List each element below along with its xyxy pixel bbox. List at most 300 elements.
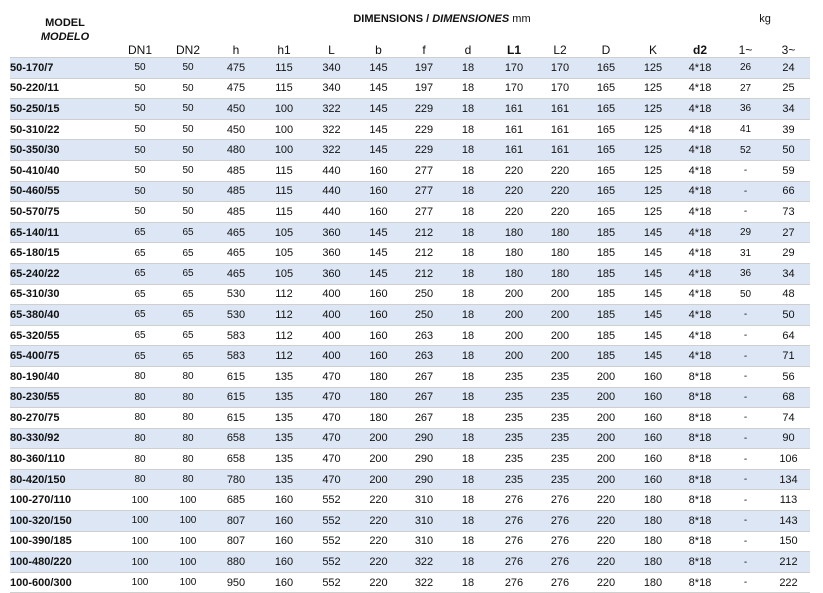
value-cell: 4*18 [676, 305, 724, 326]
value-cell: 161 [538, 99, 582, 120]
column-header-15: 3~ [781, 43, 796, 57]
value-cell: 235 [538, 428, 582, 449]
value-cell: - [724, 387, 767, 408]
value-cell: 400 [308, 284, 355, 305]
value-cell: 145 [355, 119, 402, 140]
model-cell: 100-600/300 [10, 572, 116, 593]
value-cell: 170 [490, 58, 538, 79]
value-cell: 200 [490, 346, 538, 367]
value-cell: 400 [308, 325, 355, 346]
value-cell: 276 [490, 531, 538, 552]
value-cell: 36 [724, 263, 767, 284]
value-cell: 200 [582, 408, 630, 429]
value-cell: 125 [630, 78, 676, 99]
value-cell: 235 [490, 449, 538, 470]
value-cell: 65 [164, 263, 212, 284]
value-cell: 235 [490, 469, 538, 490]
value-cell: 4*18 [676, 78, 724, 99]
value-cell: 100 [164, 572, 212, 593]
value-cell: 276 [538, 572, 582, 593]
value-cell: 18 [446, 552, 490, 573]
value-cell: 50 [116, 119, 164, 140]
value-cell: 465 [212, 263, 260, 284]
value-cell: 145 [355, 140, 402, 161]
value-cell: 807 [212, 531, 260, 552]
value-cell: 64 [767, 325, 810, 346]
value-cell: 220 [355, 490, 402, 511]
value-cell: 125 [630, 160, 676, 181]
value-cell: 685 [212, 490, 260, 511]
column-header-10: L2 [553, 43, 567, 57]
value-cell: 658 [212, 449, 260, 470]
value-cell: 56 [767, 366, 810, 387]
value-cell: 180 [630, 531, 676, 552]
value-cell: 24 [767, 58, 810, 79]
value-cell: 18 [446, 140, 490, 161]
value-cell: 235 [490, 428, 538, 449]
value-cell: 552 [308, 572, 355, 593]
value-cell: 180 [538, 243, 582, 264]
value-cell: 235 [538, 387, 582, 408]
value-cell: 135 [260, 408, 308, 429]
value-cell: 267 [402, 408, 446, 429]
value-cell: 470 [308, 387, 355, 408]
value-cell: 4*18 [676, 346, 724, 367]
value-cell: 8*18 [676, 552, 724, 573]
value-cell: 100 [164, 531, 212, 552]
value-cell: 73 [767, 202, 810, 223]
column-header-7: f [422, 43, 426, 57]
value-cell: 220 [582, 552, 630, 573]
value-cell: 145 [355, 263, 402, 284]
table-row [10, 181, 810, 202]
model-cell: 100-320/150 [10, 511, 116, 532]
value-cell: 340 [308, 78, 355, 99]
value-cell: 276 [490, 511, 538, 532]
value-cell: 220 [490, 202, 538, 223]
value-cell: 18 [446, 284, 490, 305]
value-cell: 165 [582, 99, 630, 120]
value-cell: 165 [582, 181, 630, 202]
value-cell: 160 [355, 305, 402, 326]
value-cell: 615 [212, 408, 260, 429]
model-cell: 65-320/55 [10, 325, 116, 346]
table-row [10, 490, 810, 511]
value-cell: 185 [582, 305, 630, 326]
value-cell: 440 [308, 160, 355, 181]
value-cell: 470 [308, 408, 355, 429]
value-cell: 8*18 [676, 428, 724, 449]
value-cell: 52 [724, 140, 767, 161]
value-cell: 160 [355, 202, 402, 223]
value-cell: 18 [446, 202, 490, 223]
value-cell: 50 [116, 181, 164, 202]
value-cell: 18 [446, 572, 490, 593]
value-cell: 66 [767, 181, 810, 202]
table-row [10, 58, 810, 79]
value-cell: 34 [767, 263, 810, 284]
value-cell: 200 [355, 449, 402, 470]
value-cell: 200 [355, 469, 402, 490]
model-cell: 50-250/15 [10, 99, 116, 120]
column-header-row [10, 37, 810, 58]
value-cell: 18 [446, 305, 490, 326]
value-cell: 135 [260, 387, 308, 408]
value-cell: 125 [630, 181, 676, 202]
value-cell: 185 [582, 243, 630, 264]
value-cell: 105 [260, 222, 308, 243]
value-cell: - [724, 408, 767, 429]
value-cell: 50 [164, 160, 212, 181]
value-cell: 267 [402, 366, 446, 387]
value-cell: 200 [538, 346, 582, 367]
value-cell: 145 [630, 284, 676, 305]
value-cell: 125 [630, 99, 676, 120]
value-cell: 135 [260, 366, 308, 387]
value-cell: 322 [402, 552, 446, 573]
value-cell: 220 [355, 552, 402, 573]
value-cell: 115 [260, 202, 308, 223]
value-cell: 276 [538, 531, 582, 552]
model-cell: 80-330/92 [10, 428, 116, 449]
value-cell: 807 [212, 511, 260, 532]
value-cell: 277 [402, 202, 446, 223]
value-cell: - [724, 160, 767, 181]
value-cell: 18 [446, 346, 490, 367]
value-cell: 26 [724, 58, 767, 79]
value-cell: 48 [767, 284, 810, 305]
value-cell: 165 [582, 160, 630, 181]
value-cell: 160 [630, 469, 676, 490]
value-cell: 18 [446, 58, 490, 79]
value-cell: 113 [767, 490, 810, 511]
value-cell: 18 [446, 78, 490, 99]
model-cell: 50-410/40 [10, 160, 116, 181]
value-cell: 125 [630, 202, 676, 223]
value-cell: 145 [630, 325, 676, 346]
value-cell: 80 [116, 387, 164, 408]
column-header-13: d2 [692, 43, 707, 57]
value-cell: 18 [446, 243, 490, 264]
value-cell: 112 [260, 325, 308, 346]
value-cell: 220 [582, 511, 630, 532]
value-cell: 112 [260, 305, 308, 326]
table-row [10, 346, 810, 367]
value-cell: 180 [355, 387, 402, 408]
value-cell: 25 [767, 78, 810, 99]
value-cell: 65 [164, 222, 212, 243]
column-header-9: L1 [506, 43, 521, 57]
value-cell: 185 [582, 284, 630, 305]
value-cell: 235 [538, 469, 582, 490]
value-cell: 470 [308, 428, 355, 449]
value-cell: 465 [212, 243, 260, 264]
kg-header: kg [759, 13, 771, 25]
value-cell: 360 [308, 243, 355, 264]
value-cell: 112 [260, 284, 308, 305]
value-cell: 145 [630, 222, 676, 243]
column-header-1: DN1 [127, 43, 152, 57]
value-cell: 276 [538, 552, 582, 573]
value-cell: 200 [355, 428, 402, 449]
value-cell: 475 [212, 78, 260, 99]
value-cell: 165 [582, 202, 630, 223]
model-cell: 80-190/40 [10, 366, 116, 387]
value-cell: 4*18 [676, 325, 724, 346]
value-cell: 80 [116, 449, 164, 470]
value-cell: 220 [582, 531, 630, 552]
value-cell: 322 [402, 572, 446, 593]
value-cell: 34 [767, 99, 810, 120]
value-cell: 50 [164, 99, 212, 120]
value-cell: 583 [212, 325, 260, 346]
table-row [10, 243, 810, 264]
value-cell: 8*18 [676, 408, 724, 429]
value-cell: 290 [402, 469, 446, 490]
value-cell: 50 [164, 181, 212, 202]
value-cell: 65 [116, 222, 164, 243]
value-cell: 50 [164, 78, 212, 99]
value-cell: 50 [116, 160, 164, 181]
model-cell: 50-570/75 [10, 202, 116, 223]
value-cell: 125 [630, 119, 676, 140]
value-cell: 465 [212, 222, 260, 243]
value-cell: - [724, 469, 767, 490]
value-cell: 8*18 [676, 531, 724, 552]
value-cell: 322 [308, 99, 355, 120]
value-cell: 4*18 [676, 160, 724, 181]
value-cell: 165 [582, 119, 630, 140]
value-cell: 212 [402, 263, 446, 284]
value-cell: 50 [767, 305, 810, 326]
table-row [10, 552, 810, 573]
value-cell: 105 [260, 243, 308, 264]
value-cell: 18 [446, 263, 490, 284]
value-cell: 450 [212, 99, 260, 120]
value-cell: 80 [164, 387, 212, 408]
value-cell: 8*18 [676, 572, 724, 593]
value-cell: 165 [582, 78, 630, 99]
value-cell: 615 [212, 387, 260, 408]
value-cell: 80 [164, 469, 212, 490]
value-cell: 160 [355, 284, 402, 305]
table-row [10, 387, 810, 408]
value-cell: - [724, 325, 767, 346]
value-cell: 200 [582, 387, 630, 408]
value-cell: 197 [402, 78, 446, 99]
table-row [10, 140, 810, 161]
value-cell: 50 [724, 284, 767, 305]
value-cell: 65 [164, 346, 212, 367]
table-row [10, 572, 810, 593]
value-cell: 180 [355, 366, 402, 387]
value-cell: 59 [767, 160, 810, 181]
value-cell: 65 [116, 346, 164, 367]
table-row [10, 160, 810, 181]
value-cell: 276 [490, 490, 538, 511]
value-cell: 50 [116, 140, 164, 161]
value-cell: 80 [164, 449, 212, 470]
value-cell: 583 [212, 346, 260, 367]
value-cell: - [724, 428, 767, 449]
value-cell: 115 [260, 58, 308, 79]
value-cell: 4*18 [676, 58, 724, 79]
value-cell: 197 [402, 58, 446, 79]
value-cell: 950 [212, 572, 260, 593]
value-cell: 65 [164, 305, 212, 326]
model-cell: 50-170/7 [10, 58, 116, 79]
value-cell: 160 [630, 428, 676, 449]
value-cell: 470 [308, 469, 355, 490]
value-cell: 200 [582, 428, 630, 449]
value-cell: 170 [538, 58, 582, 79]
value-cell: 105 [260, 263, 308, 284]
value-cell: 161 [538, 119, 582, 140]
table-row [10, 99, 810, 120]
value-cell: 18 [446, 469, 490, 490]
value-cell: 276 [490, 572, 538, 593]
column-header-2: DN2 [175, 43, 200, 57]
value-cell: 235 [538, 449, 582, 470]
value-cell: 125 [630, 58, 676, 79]
table-row [10, 408, 810, 429]
value-cell: 145 [355, 243, 402, 264]
value-cell: 290 [402, 428, 446, 449]
value-cell: 4*18 [676, 202, 724, 223]
value-cell: 160 [630, 366, 676, 387]
value-cell: 276 [538, 511, 582, 532]
value-cell: 100 [164, 552, 212, 573]
value-cell: 8*18 [676, 490, 724, 511]
value-cell: 220 [538, 202, 582, 223]
value-cell: 100 [164, 511, 212, 532]
value-cell: 145 [355, 99, 402, 120]
value-cell: 485 [212, 181, 260, 202]
value-cell: 229 [402, 119, 446, 140]
value-cell: 475 [212, 58, 260, 79]
value-cell: 27 [767, 222, 810, 243]
value-cell: 80 [116, 469, 164, 490]
value-cell: - [724, 449, 767, 470]
value-cell: 115 [260, 78, 308, 99]
value-cell: 18 [446, 181, 490, 202]
value-cell: 310 [402, 511, 446, 532]
value-cell: 277 [402, 160, 446, 181]
value-cell: 220 [355, 531, 402, 552]
value-cell: 100 [116, 552, 164, 573]
value-cell: 31 [724, 243, 767, 264]
value-cell: 180 [355, 408, 402, 429]
value-cell: 310 [402, 490, 446, 511]
table-row [10, 449, 810, 470]
value-cell: 160 [260, 490, 308, 511]
table-row [10, 511, 810, 532]
model-cell: 100-480/220 [10, 552, 116, 573]
model-label-es: MODELO [40, 31, 90, 43]
value-cell: 145 [630, 346, 676, 367]
dimensions-unit: mm [512, 13, 531, 25]
value-cell: 250 [402, 284, 446, 305]
value-cell: 80 [164, 366, 212, 387]
value-cell: 100 [116, 511, 164, 532]
table-row [10, 305, 810, 326]
value-cell: 250 [402, 305, 446, 326]
value-cell: - [724, 490, 767, 511]
value-cell: 36 [724, 99, 767, 120]
value-cell: 135 [260, 428, 308, 449]
value-cell: 530 [212, 284, 260, 305]
value-cell: 145 [630, 263, 676, 284]
value-cell: 440 [308, 181, 355, 202]
value-cell: - [724, 511, 767, 532]
value-cell: 18 [446, 511, 490, 532]
value-cell: 185 [582, 346, 630, 367]
value-cell: 180 [538, 263, 582, 284]
value-cell: - [724, 572, 767, 593]
value-cell: 180 [538, 222, 582, 243]
value-cell: 65 [164, 243, 212, 264]
value-cell: 400 [308, 305, 355, 326]
value-cell: 222 [767, 572, 810, 593]
value-cell: 277 [402, 181, 446, 202]
table-row [10, 469, 810, 490]
value-cell: 145 [630, 243, 676, 264]
value-cell: 400 [308, 346, 355, 367]
value-cell: 160 [260, 531, 308, 552]
value-cell: 552 [308, 511, 355, 532]
value-cell: 18 [446, 325, 490, 346]
model-cell: 65-310/30 [10, 284, 116, 305]
value-cell: 212 [767, 552, 810, 573]
value-cell: 90 [767, 428, 810, 449]
value-cell: 27 [724, 78, 767, 99]
table-row [10, 222, 810, 243]
column-header-3: h [232, 43, 240, 57]
value-cell: 50 [164, 140, 212, 161]
value-cell: 80 [116, 408, 164, 429]
value-cell: 235 [538, 408, 582, 429]
table-row [10, 78, 810, 99]
value-cell: 615 [212, 366, 260, 387]
value-cell: 440 [308, 202, 355, 223]
value-cell: 161 [490, 119, 538, 140]
value-cell: 220 [582, 572, 630, 593]
value-cell: 552 [308, 531, 355, 552]
value-cell: 50 [116, 99, 164, 120]
column-header-12: K [648, 43, 657, 57]
model-cell: 65-240/22 [10, 263, 116, 284]
value-cell: 18 [446, 99, 490, 120]
value-cell: 18 [446, 387, 490, 408]
column-header-14: 1~ [738, 43, 753, 57]
value-cell: 65 [116, 325, 164, 346]
value-cell: 50 [164, 119, 212, 140]
value-cell: 185 [582, 222, 630, 243]
value-cell: 485 [212, 202, 260, 223]
value-cell: 322 [308, 140, 355, 161]
dimensions-header [300, 13, 584, 25]
value-cell: 50 [116, 58, 164, 79]
value-cell: 200 [490, 305, 538, 326]
value-cell: 18 [446, 119, 490, 140]
value-cell: 50 [164, 58, 212, 79]
value-cell: 360 [308, 222, 355, 243]
value-cell: 145 [630, 305, 676, 326]
value-cell: 170 [538, 78, 582, 99]
value-cell: 100 [260, 99, 308, 120]
model-cell: 80-360/110 [10, 449, 116, 470]
value-cell: 263 [402, 346, 446, 367]
